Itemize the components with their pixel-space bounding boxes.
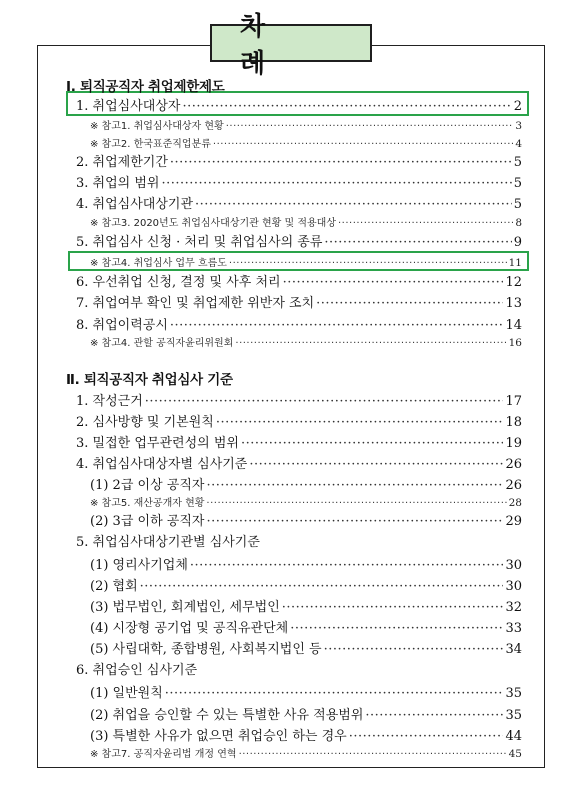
- toc-entry-page: 13: [505, 296, 522, 311]
- toc-entry-label: 5. 취업심사대상기관별 심사기준: [76, 535, 260, 550]
- toc-entry[interactable]: [90, 575, 522, 595]
- toc-entry-label: 6. 우선취업 신청, 결정 및 사후 처리: [76, 275, 281, 290]
- toc-entry-page: 5: [513, 155, 522, 170]
- toc-entry[interactable]: [90, 704, 522, 724]
- toc-entry-page: 26: [505, 457, 522, 472]
- toc-entry-label: ※ 참고4. 관할 공직자윤리위원회: [90, 338, 234, 349]
- toc-entry-page: 30: [505, 579, 522, 594]
- toc-entry-page: 16: [508, 337, 522, 349]
- toc-entry-label: (2) 협회: [90, 579, 138, 594]
- toc-entry-label: ※ 참고3. 2020년도 취업심사대상기관 현황 및 적용대상: [90, 218, 336, 229]
- toc-entry[interactable]: [76, 453, 522, 473]
- toc-entry-label: 5. 취업심사 신청 · 처리 및 취업심사의 종류: [76, 235, 323, 250]
- toc-entry-page: 3: [515, 120, 522, 132]
- toc-entry-page: 35: [505, 708, 522, 723]
- toc-entry[interactable]: [90, 617, 522, 637]
- section-heading-2: Ⅱ. 퇴직공직자 취업심사 기준: [66, 372, 233, 388]
- toc-entry[interactable]: [90, 554, 522, 574]
- toc-entry[interactable]: [76, 172, 522, 192]
- toc-entry-page: 45: [508, 748, 522, 760]
- toc-entry-page: 19: [505, 436, 522, 451]
- toc-subentry[interactable]: [90, 214, 522, 230]
- toc-title: 차 례: [210, 24, 372, 62]
- toc-entry-label: (1) 일반원칙: [90, 686, 163, 701]
- toc-entry-label: 2. 취업제한기간: [76, 155, 168, 170]
- toc-entry-label: (3) 특별한 사유가 없으면 취업승인 하는 경우: [90, 729, 347, 744]
- toc-subentry[interactable]: [90, 494, 522, 510]
- toc-subentry[interactable]: [90, 334, 522, 350]
- toc-entry-label: ※ 참고1. 취업심사대상자 현황: [90, 121, 224, 132]
- toc-entry-label: ※ 참고7. 공직자윤리법 개정 연혁: [90, 749, 237, 760]
- toc-entry[interactable]: [76, 231, 522, 251]
- section-heading-1: Ⅰ. 퇴직공직자 취업제한제도: [66, 79, 225, 95]
- toc-entry-page: 14: [505, 318, 522, 333]
- toc-entry-label: (4) 시장형 공기업 및 공직유관단체: [90, 621, 289, 636]
- toc-entry[interactable]: [76, 390, 522, 410]
- toc-entry-page: 9: [513, 235, 522, 250]
- toc-entry[interactable]: [76, 314, 522, 334]
- toc-entry-label: 1. 작성근거: [76, 394, 143, 409]
- toc-entry-page: 2: [513, 99, 522, 114]
- toc-entry-label: 4. 취업심사대상기관: [76, 197, 193, 212]
- toc-entry-page: 35: [505, 686, 522, 701]
- toc-entry[interactable]: [76, 659, 522, 679]
- toc-entry-page: 8: [515, 217, 522, 229]
- toc-subentry[interactable]: [90, 117, 522, 133]
- toc-entry-page: 29: [505, 514, 522, 529]
- toc-entry[interactable]: [76, 432, 522, 452]
- toc-entry-label: 8. 취업이력공시: [76, 318, 168, 333]
- toc-entry-label: 4. 취업심사대상자별 심사기준: [76, 457, 248, 472]
- toc-entry-label: (5) 사립대학, 종합병원, 사회복지법인 등: [90, 642, 322, 657]
- toc-entry-label: (1) 영리사기업체: [90, 558, 188, 573]
- toc-entry-page: 33: [505, 621, 522, 636]
- toc-entry-label: 3. 밀접한 업무관련성의 범위: [76, 436, 239, 451]
- toc-entry-label: 2. 심사방향 및 기본원칙: [76, 415, 214, 430]
- toc-entry-page: 17: [505, 394, 522, 409]
- toc-entry-page: 5: [513, 197, 522, 212]
- toc-entry-page: 44: [505, 729, 522, 744]
- toc-entry-label: (2) 3급 이하 공직자: [90, 514, 205, 529]
- toc-subentry[interactable]: [90, 745, 522, 761]
- toc-entry[interactable]: [76, 151, 522, 171]
- toc-entry-page: 28: [508, 497, 522, 509]
- toc-entry-label: ※ 참고4. 취업심사 업무 흐름도: [90, 258, 227, 269]
- toc-entry[interactable]: [90, 596, 522, 616]
- toc-entry-page: 32: [505, 600, 522, 615]
- toc-entry[interactable]: [90, 474, 522, 494]
- toc-entry-page: 12: [505, 275, 522, 290]
- toc-subentry[interactable]: [90, 135, 522, 151]
- toc-entry-page: 11: [508, 257, 522, 269]
- toc-entry-label: 3. 취업의 범위: [76, 176, 160, 191]
- toc-entry[interactable]: [90, 510, 522, 530]
- toc-entry-page: 18: [505, 415, 522, 430]
- toc-entry[interactable]: [76, 193, 522, 213]
- toc-entry[interactable]: [90, 638, 522, 658]
- toc-subentry[interactable]: [90, 254, 522, 270]
- toc-entry-page: 5: [513, 176, 522, 191]
- toc-entry-page: 26: [505, 478, 522, 493]
- toc-entry-page: 30: [505, 558, 522, 573]
- toc-entry-label: (1) 2급 이상 공직자: [90, 478, 205, 493]
- toc-entry-label: (2) 취업을 승인할 수 있는 특별한 사유 적용범위: [90, 708, 364, 723]
- toc-entry-label: 6. 취업승인 심사기준: [76, 663, 198, 678]
- toc-entry-page: 4: [515, 138, 522, 150]
- toc-entry[interactable]: [76, 411, 522, 431]
- toc-entry[interactable]: [76, 531, 522, 551]
- toc-entry-label: ※ 참고2. 한국표준직업분류: [90, 139, 211, 150]
- toc-entry-label: (3) 법무법인, 회계법인, 세무법인: [90, 600, 280, 615]
- toc-entry-page: 34: [505, 642, 522, 657]
- toc-entry[interactable]: [90, 682, 522, 702]
- toc-entry[interactable]: [76, 95, 522, 115]
- toc-entry-label: 7. 취업여부 확인 및 취업제한 위반자 조치: [76, 296, 315, 311]
- toc-entry-label: 1. 취업심사대상자: [76, 99, 181, 114]
- toc-entry-label: ※ 참고5. 재산공개자 현황: [90, 498, 205, 509]
- toc-entry[interactable]: [76, 292, 522, 312]
- toc-entry[interactable]: [90, 725, 522, 745]
- toc-entry[interactable]: [76, 271, 522, 291]
